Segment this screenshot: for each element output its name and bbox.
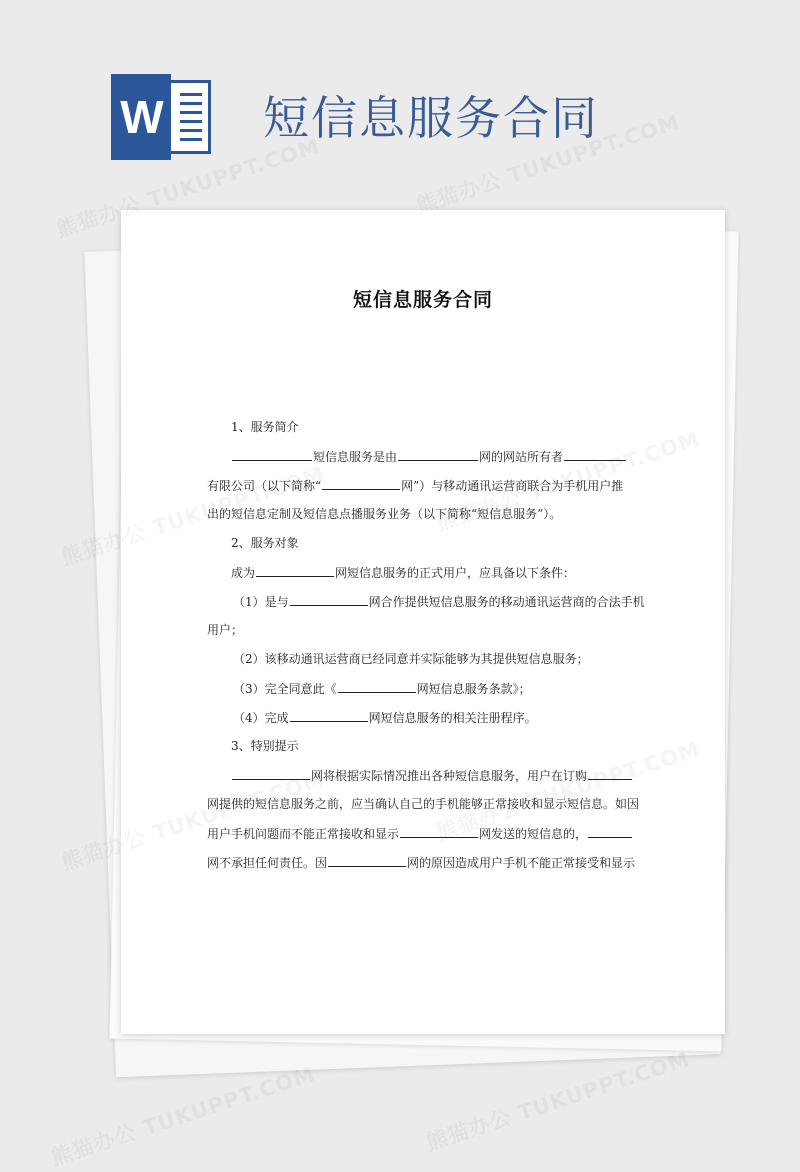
paragraph-line: 网将根据实际情况推出各种短信息服务，用户在订购 xyxy=(231,767,633,784)
blank-underline xyxy=(322,477,400,490)
paragraph-line: 网不承担任何责任。因 网的原因造成用户手机不能正常接受和显示 xyxy=(207,856,636,870)
paragraph-line: 用户； xyxy=(207,623,244,637)
header-title: 短信息服务合同 xyxy=(263,91,599,145)
blank-underline xyxy=(232,448,312,461)
paragraph-line: （4）完成 网短信息服务的相关注册程序。 xyxy=(233,711,537,725)
word-letter: W xyxy=(111,74,171,160)
blank-underline xyxy=(290,593,368,606)
blank-underline xyxy=(588,825,632,838)
paragraph-line: 网提供的短信息服务之前，应当确认自己的手机能够正常接收和显示短信息。如因 xyxy=(207,797,640,811)
document-page xyxy=(121,210,725,1034)
blank-underline xyxy=(400,825,478,838)
watermark xyxy=(47,1058,318,1172)
paragraph-line: 出的短信息定制及短信息点播服务业务（以下简称“短信息服务”）。 xyxy=(207,507,562,521)
blank-underline xyxy=(564,448,626,461)
blank-underline xyxy=(328,854,406,867)
blank-underline xyxy=(290,709,368,722)
blank-underline xyxy=(232,767,310,780)
document-title: 短信息服务合同 xyxy=(352,289,493,311)
word-icon xyxy=(111,74,213,160)
blank-underline xyxy=(338,680,416,693)
section-heading: 2、服务对象 xyxy=(231,536,299,550)
paragraph-line: （1）是与 网合作提供短信息服务的移动通讯运营商的合法手机 xyxy=(233,595,645,609)
paragraph-line: 用户手机问题而不能正常接收和显示 网发送的短信息的， xyxy=(207,825,633,842)
paragraph-line: 成为 网短信息服务的正式用户，应具备以下条件： xyxy=(231,566,576,580)
section-heading: 3、特别提示 xyxy=(231,739,299,753)
blank-underline xyxy=(398,448,478,461)
blank-underline xyxy=(588,767,632,780)
paragraph-line: （2）该移动通讯运营商已经同意并实际能够为其提供短信息服务； xyxy=(233,652,589,666)
paragraph-line: 短信息服务是由 网的网站所有者 xyxy=(231,448,627,465)
paragraph-line: 有限公司（以下简称“ 网”）与移动通讯运营商联合为手机用户推 xyxy=(207,479,624,493)
blank-underline xyxy=(256,564,334,577)
section-heading: 1、服务简介 xyxy=(231,420,299,434)
paragraph-line: （3）完全同意此《 网短信息服务条款》； xyxy=(233,682,531,696)
